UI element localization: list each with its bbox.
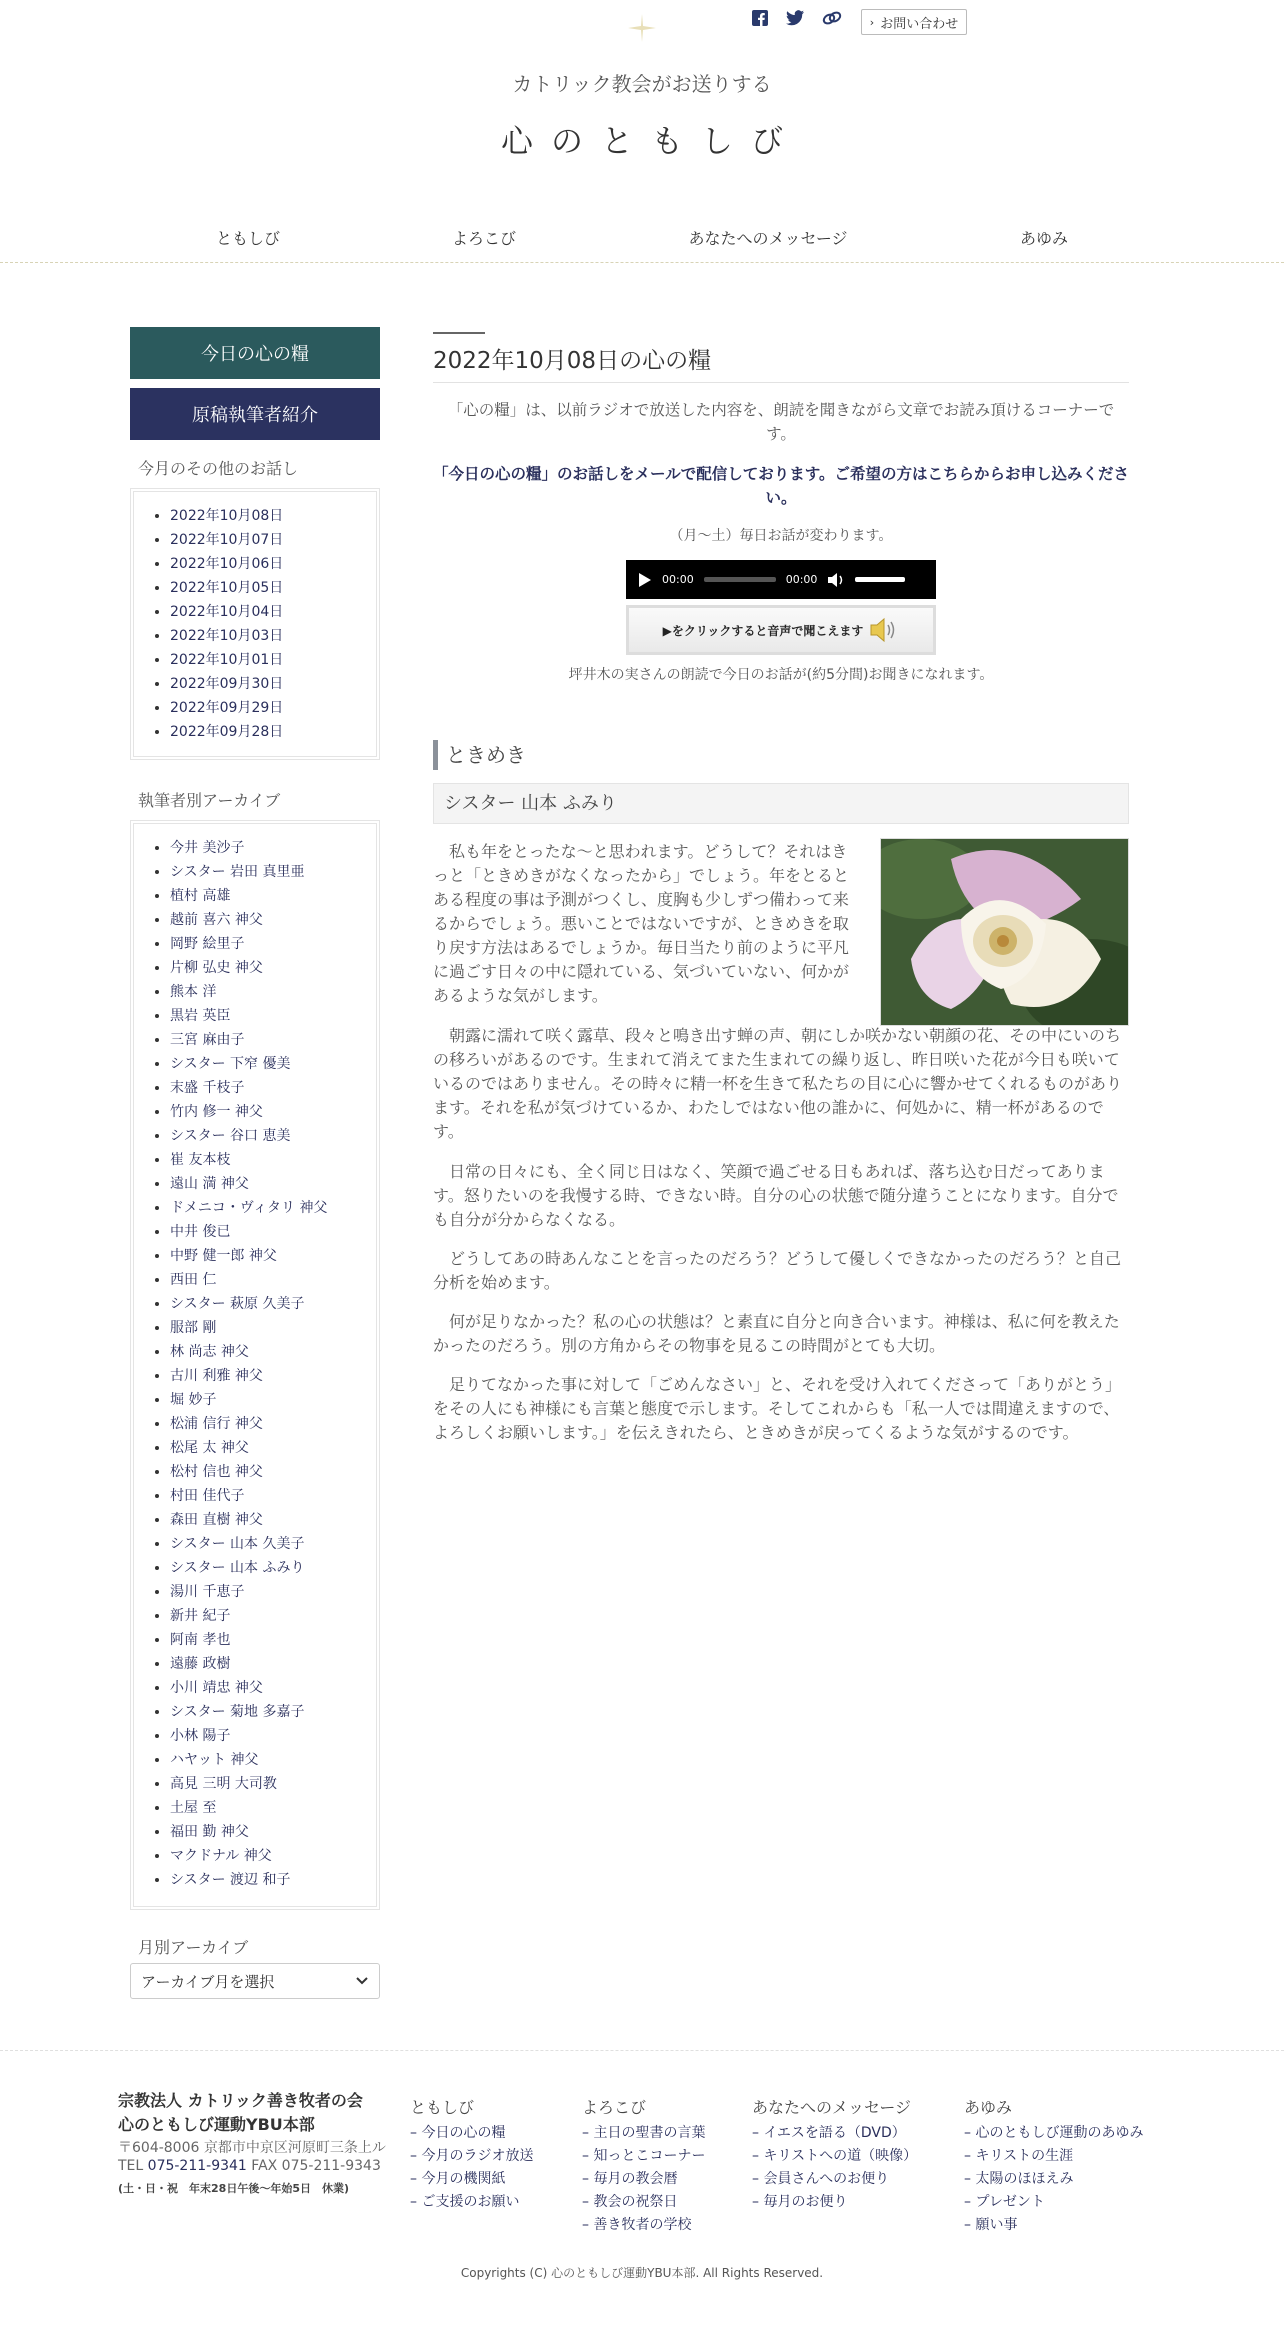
footer-link-label: 知っとこコーナー — [593, 2148, 706, 2164]
author-archive-item — [170, 1868, 362, 1892]
footer-link-dash: – — [752, 2125, 764, 2141]
author-archive-item-link[interactable]: 末盛 千枝子 — [170, 1080, 245, 1096]
author-archive-item-link[interactable]: シスター 萩原 久美子 — [170, 1296, 305, 1312]
footer-link-dash: – — [964, 2125, 976, 2141]
author-archive-item-link[interactable]: マクドナル 神父 — [170, 1848, 272, 1864]
author-archive-item — [170, 1724, 362, 1748]
author-archive-item-link[interactable]: シスター 谷口 恵美 — [170, 1128, 291, 1144]
author-archive-item — [170, 1292, 362, 1316]
footer-col-heading: ともしび — [410, 2098, 475, 2117]
copyright: Copyrights (C) 心のともしび運動YBU本部. All Rights Reserved. — [460, 2266, 824, 2280]
tel-number[interactable]: 075-211-9341 — [147, 2158, 247, 2174]
month-story-item-link[interactable]: 2022年09月29日 — [170, 700, 284, 716]
fax-number: FAX 075-211-9343 — [251, 2158, 381, 2174]
author-archive-item — [170, 1124, 362, 1148]
footer-link-label: 願い事 — [975, 2217, 1018, 2233]
month-story-item-link[interactable]: 2022年10月03日 — [170, 628, 284, 644]
month-story-item-link[interactable]: 2022年10月06日 — [170, 556, 284, 572]
footer-link[interactable] — [752, 2122, 917, 2145]
audio-listen-button[interactable] — [626, 605, 936, 655]
author-archive-item — [170, 1652, 362, 1676]
author-archive-item-link[interactable]: 服部 剛 — [170, 1320, 217, 1336]
global-nav — [0, 226, 1284, 252]
footer-link-dash: – — [752, 2194, 764, 2210]
month-story-item-link[interactable]: 2022年10月05日 — [170, 580, 284, 596]
author-archive-item — [170, 908, 362, 932]
author-archive-item-link[interactable]: 高見 三明 大司教 — [170, 1776, 277, 1792]
footer-link[interactable] — [410, 2145, 533, 2168]
star-logo-icon — [628, 14, 656, 42]
author-archive-item — [170, 1532, 362, 1556]
author-archive-item-link[interactable]: 堀 妙子 — [170, 1392, 217, 1408]
author-archive-item — [170, 1148, 362, 1172]
footer-link-label: 会員さんへのお便り — [763, 2171, 890, 2187]
author-archive-item — [170, 1700, 362, 1724]
author-archive-item — [170, 1364, 362, 1388]
month-story-item — [170, 576, 362, 600]
contact-button[interactable] — [861, 9, 967, 35]
title-underline — [433, 382, 1129, 383]
nav-item-tomoshibi[interactable]: ともしび — [215, 229, 281, 248]
month-story-item — [170, 504, 362, 528]
author-archive-item — [170, 1604, 362, 1628]
footer-link-dash: – — [582, 2148, 594, 2164]
footer-hours: (土・日・祝 年末28日午後〜年始5日 休業) — [118, 2182, 350, 2195]
footer-org-name: 宗教法人 カトリック善き牧者の会 — [118, 2091, 363, 2110]
month-story-item-link[interactable]: 2022年10月07日 — [170, 532, 284, 548]
author-archive-item — [170, 1460, 362, 1484]
footer-link-dash: – — [582, 2194, 594, 2210]
footer-link[interactable] — [410, 2168, 533, 2191]
chevron-down-icon — [355, 1976, 369, 1986]
author-archive-item-link[interactable]: シスター 菊地 多嘉子 — [170, 1704, 305, 1720]
footer-link-dash: – — [752, 2148, 764, 2164]
footer-col-heading: あゆみ — [964, 2098, 1013, 2117]
author-archive-item-link[interactable]: 遠山 満 神父 — [170, 1176, 249, 1192]
footer-link-label: キリストの生涯 — [975, 2148, 1074, 2164]
author-archive-item-link[interactable]: シスター 山本 久美子 — [170, 1536, 305, 1552]
author-archive-item-link[interactable]: 遠藤 政樹 — [170, 1656, 231, 1672]
footer-link[interactable] — [582, 2145, 705, 2168]
footer-link[interactable] — [410, 2191, 533, 2214]
footer-link[interactable] — [964, 2122, 1143, 2145]
footer-link-dash: – — [582, 2217, 594, 2233]
author-archive-item-link[interactable]: 竹内 修一 神父 — [170, 1104, 263, 1120]
footer-link[interactable] — [964, 2191, 1143, 2214]
facebook-icon[interactable] — [752, 10, 768, 31]
footer-link[interactable] — [964, 2168, 1143, 2191]
month-stories-heading: 今月のその他のお話し — [138, 459, 299, 478]
author-archive-item — [170, 1436, 362, 1460]
audio-player — [626, 560, 936, 599]
footer-col-message — [752, 2095, 917, 2214]
month-story-item-link[interactable]: 2022年10月01日 — [170, 652, 284, 668]
author-archive-item — [170, 1028, 362, 1052]
author-archive-item — [170, 860, 362, 884]
author-archive-item-link[interactable]: 古川 利雅 神父 — [170, 1368, 263, 1384]
month-stories-list — [170, 504, 362, 744]
nav-item-ayumi[interactable]: あゆみ — [1019, 229, 1069, 248]
footer-link-label: 主日の聖書の言葉 — [593, 2125, 706, 2141]
author-archive-item — [170, 1100, 362, 1124]
author-archive-item-link[interactable]: 福田 勤 神父 — [170, 1824, 249, 1840]
footer-address: 〒604-8006 京都市中京区河原町三条上ル — [118, 2140, 386, 2156]
footer-link[interactable] — [752, 2191, 917, 2214]
footer-link[interactable] — [582, 2214, 705, 2237]
month-story-item — [170, 600, 362, 624]
footer-link-label: ご支援のお願い — [421, 2194, 520, 2210]
author-archive-item — [170, 836, 362, 860]
archive-month-select-value: アーカイブ月を選択 — [141, 1972, 275, 1991]
intro-text: 「心の糧」は、以前ラジオで放送した内容を、朗読を聞きながら文章でお読み頂けるコーナーです。 — [447, 401, 1115, 443]
author-archive-item — [170, 1076, 362, 1100]
footer-link-label: プレゼント — [975, 2194, 1045, 2210]
author-archive-item — [170, 884, 362, 908]
reader-note: 坪井木の実さんの朗読で今日のお話が(約5分間)お聞きになれます。 — [568, 667, 994, 683]
footer-divider — [0, 2050, 1284, 2051]
monthly-archive-heading: 月別アーカイブ — [138, 1938, 249, 1957]
footer-col-heading: あなたへのメッセージ — [752, 2098, 912, 2117]
author-archive-item-link[interactable]: シスター 岩田 真里亜 — [170, 864, 305, 880]
author-archive-item — [170, 1772, 362, 1796]
author-archive-item — [170, 1676, 362, 1700]
author-archive-item-link[interactable]: シスター 渡辺 和子 — [170, 1872, 291, 1888]
author-archive-item-link[interactable]: 植村 高雄 — [170, 888, 231, 904]
author-archive-item-link[interactable]: 小川 靖忠 神父 — [170, 1680, 263, 1696]
author-archive-item-link[interactable]: シスター 下窄 優美 — [170, 1056, 291, 1072]
footer-col-tomoshibi — [410, 2095, 533, 2214]
speaker-icon — [869, 616, 899, 644]
tel-label: TEL — [118, 2158, 144, 2174]
archive-month-select[interactable] — [130, 1963, 380, 1999]
footer-link-label: 毎月のお便り — [763, 2194, 848, 2210]
author-archive-item-link[interactable]: ハヤット 神父 — [170, 1752, 259, 1768]
nav-item-yorokobi[interactable]: よろこび — [451, 229, 517, 248]
month-story-item-link[interactable]: 2022年10月08日 — [170, 508, 284, 524]
author-archive-item — [170, 1628, 362, 1652]
author-archive-item-link[interactable]: 湯川 千恵子 — [170, 1584, 245, 1600]
author-archive-item — [170, 1748, 362, 1772]
footer-link-dash: – — [410, 2171, 422, 2187]
mail-signup-link[interactable]: 「今日の心の糧」のお話しをメールで配信しております。ご希望の方はこちらからお申し込みください。 — [433, 465, 1129, 507]
author-archive-heading: 執筆者別アーカイブ — [138, 791, 281, 810]
author-archive-item — [170, 1844, 362, 1868]
author-archive-item-link[interactable]: 越前 喜六 神父 — [170, 912, 263, 928]
author-archive-item-link[interactable]: 新井 紀子 — [170, 1608, 231, 1624]
footer-link[interactable] — [582, 2168, 705, 2191]
author-archive-item-link[interactable]: 森田 直樹 神父 — [170, 1512, 263, 1528]
month-story-item — [170, 720, 362, 744]
contact-label: お問い合わせ — [880, 16, 959, 32]
author-archive-item — [170, 1268, 362, 1292]
month-story-item-link[interactable]: 2022年09月30日 — [170, 676, 284, 692]
author-archive-item-link[interactable]: 片柳 弘史 神父 — [170, 960, 263, 976]
story-paragraph: 日常の日々にも、全く同じ日はなく、笑顔で過ごせる日もあれば、落ち込む日だってあります。怒りたいのを我慢する時、できない時。自分の心の状態で随分違うことになります。自分でも自分が分からなくなる。 — [433, 1162, 1119, 1229]
author-archive-item-link[interactable]: 岡野 絵里子 — [170, 936, 245, 952]
author-archive-item — [170, 1820, 362, 1844]
author-archive-item — [170, 1244, 362, 1268]
author-archive-item-link[interactable]: 崔 友本枝 — [170, 1152, 231, 1168]
author-archive-item — [170, 1172, 362, 1196]
story-paragraph: 何が足りなかった？私の心の状態は？と素直に自分と向き合います。神様は、私に何を教えたかったのだろう。別の方角からその物事を見るこの時間がとても大切。 — [433, 1312, 1120, 1355]
month-story-item — [170, 672, 362, 696]
author-archive-item-link[interactable]: 熊本 洋 — [170, 984, 217, 1000]
footer-col-yorokobi — [582, 2095, 705, 2237]
footer-link-label: 教会の祝祭日 — [593, 2194, 678, 2210]
author-archive-item-link[interactable]: シスター 山本 ふみり — [170, 1560, 305, 1576]
volume-icon[interactable] — [827, 572, 845, 588]
story-photo — [880, 838, 1129, 1026]
author-archive-item — [170, 1796, 362, 1820]
footer-link-label: 心のともしび運動のあゆみ — [975, 2125, 1144, 2141]
author-archive-item — [170, 1388, 362, 1412]
author-archive-item-link[interactable]: 小林 陽子 — [170, 1728, 231, 1744]
chevron-right-icon: › — [869, 15, 875, 29]
author-archive-item-link[interactable]: 中井 俊已 — [170, 1224, 231, 1240]
audio-total-time: 00:00 — [785, 573, 818, 586]
footer-link-label: 毎月の教会暦 — [593, 2171, 678, 2187]
audio-current-time: 00:00 — [662, 573, 694, 586]
footer-link[interactable] — [582, 2191, 705, 2214]
footer-link-dash: – — [410, 2148, 422, 2164]
footer-phone — [118, 2158, 381, 2174]
author-archive-item — [170, 1220, 362, 1244]
story-paragraph: 朝露に濡れて咲く露草、段々と鳴き出す蝉の声、朝にしか咲かない朝顔の花、その中にいのちの移ろいがあるのです。生まれて消えてまた生まれての繰り返し、昨日咲いた花が今日も咲いているのではありません。その時々に精一杯を生きて私たちの目に心に響かせてくれるものがあります。それを私が気づけているか、わたしではない他の誰かに、何処かに、精一杯があるのです。 — [433, 1026, 1122, 1141]
footer-link[interactable] — [410, 2122, 533, 2145]
footer-link-label: イエスを語る（DVD） — [763, 2125, 906, 2141]
author-archive-item — [170, 1052, 362, 1076]
footer-link-label: 今月のラジオ放送 — [421, 2148, 534, 2164]
author-archive-item — [170, 980, 362, 1004]
author-archive-item — [170, 1580, 362, 1604]
header-divider — [0, 262, 1284, 264]
footer-link[interactable] — [582, 2122, 705, 2145]
author-archive-item-link[interactable]: 松尾 太 神父 — [170, 1440, 249, 1456]
footer-link-dash: – — [582, 2171, 594, 2187]
author-archive-item-link[interactable]: 阿南 孝也 — [170, 1632, 231, 1648]
author-archive-item — [170, 1484, 362, 1508]
footer-col-ayumi — [964, 2095, 1143, 2237]
author-archive-item — [170, 1196, 362, 1220]
author-archive-item-link[interactable]: ドメニコ・ヴィタリ 神父 — [170, 1200, 328, 1216]
site-subtitle: カトリック教会がお送りする — [512, 72, 772, 96]
author-archive-item — [170, 1556, 362, 1580]
footer-link-label: 善き牧者の学校 — [593, 2217, 692, 2233]
author-archive-item-link[interactable]: 三宮 麻由子 — [170, 1032, 245, 1048]
footer-org-sub: 心のともしび運動YBU本部 — [118, 2115, 315, 2134]
author-archive-item — [170, 1340, 362, 1364]
month-story-item — [170, 624, 362, 648]
author-archive-item — [170, 1316, 362, 1340]
footer-link-dash: – — [582, 2125, 594, 2141]
page-title: 2022年10月08日の心の糧 — [433, 348, 712, 374]
footer-link[interactable] — [964, 2145, 1143, 2168]
footer-link[interactable] — [752, 2145, 917, 2168]
footer-link-dash: – — [964, 2194, 976, 2210]
footer-link-label: 今月の機関紙 — [421, 2171, 506, 2187]
author-archive-item-link[interactable]: 土屋 至 — [170, 1800, 217, 1816]
footer-link-dash: – — [410, 2194, 422, 2210]
author-archive-item — [170, 1508, 362, 1532]
author-archive-item-link[interactable]: 村田 佳代子 — [170, 1488, 245, 1504]
month-story-item — [170, 552, 362, 576]
footer-link-dash: – — [964, 2217, 976, 2233]
footer-link-label: 太陽のほほえみ — [975, 2171, 1074, 2187]
author-archive-item-link[interactable]: 西田 仁 — [170, 1272, 217, 1288]
footer-link-dash: – — [410, 2125, 422, 2141]
author-archive-item-link[interactable]: 松村 信也 神父 — [170, 1464, 263, 1480]
month-story-item-link[interactable]: 2022年09月28日 — [170, 724, 284, 740]
month-story-item-link[interactable]: 2022年10月04日 — [170, 604, 284, 620]
story-paragraph: どうしてあの時あんなことを言ったのだろう？どうして優しくできなかったのだろう？と自己分析を始めます。 — [433, 1249, 1122, 1292]
author-archive-box — [130, 820, 380, 1910]
author-archive-item — [170, 1412, 362, 1436]
footer-link[interactable] — [964, 2214, 1143, 2237]
footer-link-dash: – — [752, 2171, 764, 2187]
footer-link[interactable] — [752, 2168, 917, 2191]
footer-link-dash: – — [964, 2148, 976, 2164]
story-paragraph: 足りてなかった事に対して「ごめんなさい」と、それを受け入れてくださって「ありがとう」をその人にも神様にも言葉と態度で示します。そしてこれからも「私一人では間違えますので、よろしくお願いします。」を伝えきれたら、ときめきが戻ってくるような気がするのです。 — [433, 1375, 1122, 1442]
author-archive-list — [170, 836, 362, 1892]
footer-link-dash: – — [964, 2171, 976, 2187]
title-accent-rule — [433, 332, 485, 334]
nav-item-message[interactable]: あなたへのメッセージ — [688, 229, 848, 248]
footer-link-label: キリストへの道（映像） — [763, 2148, 918, 2164]
story-section-title: ときめき — [433, 740, 1129, 770]
month-story-item — [170, 528, 362, 552]
author-archive-item-link[interactable]: 今井 美沙子 — [170, 840, 245, 856]
today-kokoro-button[interactable]: 今日の心の糧 — [130, 327, 380, 379]
site-title[interactable]: 心のともしび — [500, 122, 801, 160]
story-paragraph: 私も年をとったな～と思われます。どうして？それはきっと「ときめきがなくなったから」でしょう。年をとるとある程度の事は予測がつくし、度胸も少しずつ備わって来るからでしょう。悪いことではないですが、ときめきを取り戻す方法はあるでしょうか。毎日当たり前のように平凡に過ごす日々の中に隠れている、気づいていない、何かがあるような気がします。 — [433, 842, 850, 1005]
footer-link-label: 今日の心の糧 — [421, 2125, 506, 2141]
twitter-icon[interactable] — [786, 10, 804, 31]
play-icon[interactable] — [638, 572, 652, 588]
month-story-item — [170, 696, 362, 720]
author-archive-item-link[interactable]: 林 尚志 神父 — [170, 1344, 249, 1360]
volume-slider[interactable] — [855, 577, 905, 582]
author-archive-item — [170, 1004, 362, 1028]
author-archive-item — [170, 932, 362, 956]
story-author: シスター 山本 ふみり — [433, 783, 1129, 824]
author-archive-item — [170, 956, 362, 980]
footer-col-heading: よろこび — [582, 2098, 647, 2117]
month-story-item — [170, 648, 362, 672]
author-archive-item-link[interactable]: 松浦 信行 神父 — [170, 1416, 263, 1432]
writers-intro-button[interactable]: 原稿執筆者紹介 — [130, 388, 380, 440]
audio-seek-bar[interactable] — [704, 577, 776, 582]
month-stories-box — [130, 488, 380, 760]
author-archive-item-link[interactable]: 黒岩 英臣 — [170, 1008, 231, 1024]
daily-note: （月～土）毎日お話が変わります。 — [669, 528, 893, 544]
link-icon[interactable] — [822, 10, 842, 31]
author-archive-item-link[interactable]: 中野 健一郎 神父 — [170, 1248, 277, 1264]
audio-listen-label: ▶をクリックすると音声で聞こえます — [662, 623, 864, 638]
